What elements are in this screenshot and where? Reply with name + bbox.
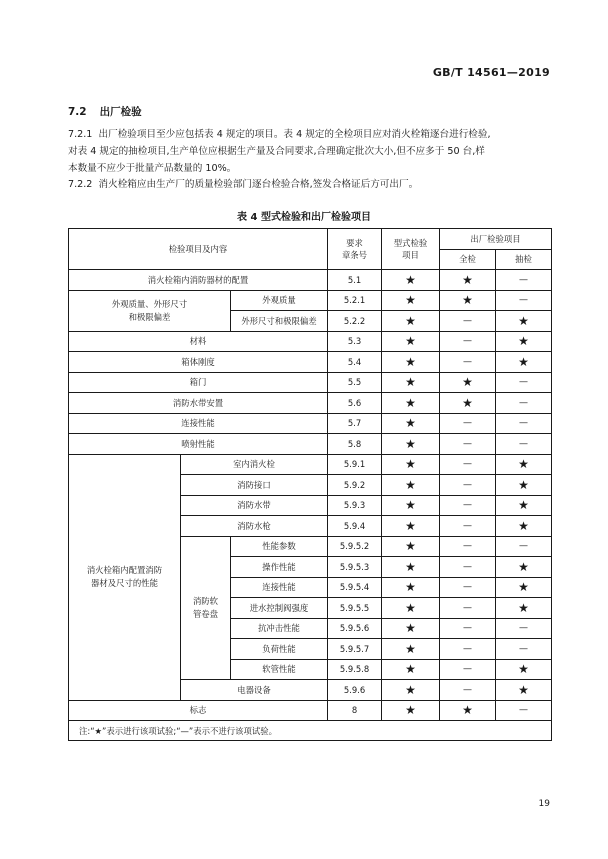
clause-cell: 5.6 (328, 393, 382, 414)
clause-cell: 5.4 (328, 352, 382, 373)
item-name: 抗冲击性能 (231, 618, 328, 639)
clause-cell: 5.9.1 (328, 454, 382, 475)
sample-cell: ★ (496, 516, 552, 537)
full-cell: — (440, 577, 496, 598)
header-item: 检验项目及内容 (69, 229, 328, 270)
clause-cell: 5.9.5.7 (328, 639, 382, 660)
clause-cell: 5.2.1 (328, 290, 382, 311)
group-line: 消防软 (192, 595, 219, 606)
full-cell: — (440, 475, 496, 496)
clause-number: 7.2.2 (68, 179, 93, 190)
item-name: 负荷性能 (231, 639, 328, 660)
clause-cell: 5.9.5.3 (328, 557, 382, 578)
table-row (69, 393, 552, 414)
sample-cell: ★ (496, 475, 552, 496)
header-full: 全检 (440, 249, 496, 270)
item-name: 标志 (69, 700, 328, 721)
sample-cell: — (496, 434, 552, 455)
item-name: 连接性能 (231, 577, 328, 598)
group-line: 消火栓箱内配置消防 (86, 565, 163, 575)
group-equipment-config (69, 454, 181, 700)
paragraph-7-2-1 (68, 126, 550, 177)
type-cell: ★ (382, 352, 440, 373)
clause-cell: 5.9.5.5 (328, 598, 382, 619)
sample-cell: ★ (496, 598, 552, 619)
full-cell: — (440, 536, 496, 557)
group-line: 和极限偏差 (128, 311, 171, 322)
item-name: 软管性能 (231, 659, 328, 680)
table-row (69, 352, 552, 373)
table-header-row (69, 229, 552, 250)
table-caption: 表 4 型式检验和出厂检验项目 (237, 212, 371, 223)
header-clause-line: 章条号 (341, 250, 368, 260)
clause-cell: 5.9.2 (328, 475, 382, 496)
type-cell: ★ (382, 516, 440, 537)
full-cell: — (440, 352, 496, 373)
type-cell: ★ (382, 393, 440, 414)
type-cell: ★ (382, 372, 440, 393)
table-row (69, 372, 552, 393)
table-row (69, 270, 552, 291)
full-cell: — (440, 434, 496, 455)
type-cell: ★ (382, 557, 440, 578)
group-line: 外观质量、外形尺寸 (111, 298, 188, 309)
clause-cell: 5.2.2 (328, 311, 382, 332)
type-cell: ★ (382, 290, 440, 311)
type-cell: ★ (382, 639, 440, 660)
full-cell: — (440, 659, 496, 680)
sample-cell: ★ (496, 577, 552, 598)
sample-cell: ★ (496, 454, 552, 475)
clause-cell: 5.9.5.6 (328, 618, 382, 639)
sample-cell: ★ (496, 659, 552, 680)
type-cell: ★ (382, 577, 440, 598)
item-name: 电器设备 (181, 680, 328, 701)
sample-cell: ★ (496, 352, 552, 373)
section-title: 出厂检验 (99, 106, 142, 118)
type-cell: ★ (382, 598, 440, 619)
item-name: 消火栓箱内消防器材的配置 (69, 270, 328, 291)
full-cell: — (440, 311, 496, 332)
paragraph-line: 出厂检验项目至少应包括表 4 规定的项目。表 4 规定的全检项目应对消火栓箱逐台进行检验, (98, 129, 491, 140)
clause-cell: 5.3 (328, 331, 382, 352)
type-cell: ★ (382, 331, 440, 352)
group-appearance (69, 290, 231, 331)
section-number: 7.2 (68, 106, 87, 118)
full-cell: — (440, 680, 496, 701)
sample-cell: — (496, 618, 552, 639)
clause-cell: 5.8 (328, 434, 382, 455)
item-name: 外形尺寸和极限偏差 (231, 311, 328, 332)
table-row (69, 331, 552, 352)
header-sample: 抽检 (496, 249, 552, 270)
full-cell: — (440, 413, 496, 434)
paragraph-line: 消火栓箱应由生产厂的质量检验部门逐台检验合格,签发合格证后方可出厂。 (98, 179, 419, 190)
full-cell: — (440, 618, 496, 639)
page-number: 19 (538, 799, 550, 809)
clause-cell: 5.5 (328, 372, 382, 393)
table-row (69, 434, 552, 455)
full-cell: ★ (440, 290, 496, 311)
clause-cell: 5.9.4 (328, 516, 382, 537)
item-name: 消防水带 (181, 495, 328, 516)
type-cell: ★ (382, 413, 440, 434)
item-name: 箱体刚度 (69, 352, 328, 373)
clause-cell: 5.1 (328, 270, 382, 291)
type-cell: ★ (382, 659, 440, 680)
table-note: 注:“★”表示进行该项试验;“—”表示不进行该项试验。 (69, 721, 552, 741)
item-name: 进水控制阀强度 (231, 598, 328, 619)
clause-cell: 5.7 (328, 413, 382, 434)
clause-cell: 5.9.5.8 (328, 659, 382, 680)
header-clause-line: 要求 (346, 238, 363, 248)
sample-cell: ★ (496, 495, 552, 516)
sample-cell: — (496, 393, 552, 414)
clause-cell: 5.9.5.2 (328, 536, 382, 557)
item-name: 连接性能 (69, 413, 328, 434)
item-name: 性能参数 (231, 536, 328, 557)
sample-cell: ★ (496, 331, 552, 352)
header-clause (328, 229, 382, 270)
clause-cell: 8 (328, 700, 382, 721)
sample-cell: — (496, 700, 552, 721)
full-cell: — (440, 331, 496, 352)
clause-cell: 5.9.3 (328, 495, 382, 516)
type-cell: ★ (382, 434, 440, 455)
sample-cell: ★ (496, 557, 552, 578)
table-row (69, 700, 552, 721)
header-type-test (382, 229, 440, 270)
sample-cell: — (496, 413, 552, 434)
sample-cell: — (496, 536, 552, 557)
full-cell: ★ (440, 700, 496, 721)
type-cell: ★ (382, 270, 440, 291)
sample-cell: — (496, 639, 552, 660)
full-cell: — (440, 598, 496, 619)
full-cell: — (440, 639, 496, 660)
full-cell: — (440, 454, 496, 475)
item-name: 外观质量 (231, 290, 328, 311)
header-factory: 出厂检验项目 (440, 229, 552, 250)
paragraph-line: 本数量不应少于批量产品数量的 10%。 (68, 163, 237, 174)
table-note-row (69, 721, 552, 741)
table-row (69, 454, 552, 475)
type-cell: ★ (382, 495, 440, 516)
paragraph-7-2-2 (68, 176, 550, 193)
clause-number: 7.2.1 (68, 129, 93, 140)
type-cell: ★ (382, 311, 440, 332)
full-cell: — (440, 495, 496, 516)
full-cell: ★ (440, 270, 496, 291)
item-name: 消防水枪 (181, 516, 328, 537)
type-cell: ★ (382, 700, 440, 721)
full-cell: ★ (440, 372, 496, 393)
sample-cell: ★ (496, 680, 552, 701)
table-row (69, 413, 552, 434)
sample-cell: — (496, 372, 552, 393)
type-cell: ★ (382, 475, 440, 496)
group-hose-reel (181, 536, 231, 680)
item-name: 箱门 (69, 372, 328, 393)
sample-cell: — (496, 290, 552, 311)
type-cell: ★ (382, 536, 440, 557)
header-type-line: 项目 (402, 250, 419, 260)
clause-cell: 5.9.6 (328, 680, 382, 701)
type-cell: ★ (382, 680, 440, 701)
item-name: 消防水带安置 (69, 393, 328, 414)
header-type-line: 型式检验 (393, 238, 428, 248)
full-cell: — (440, 516, 496, 537)
section-heading (68, 104, 142, 119)
clause-cell: 5.9.5.4 (328, 577, 382, 598)
group-line: 管卷盘 (192, 608, 219, 619)
full-cell: — (440, 557, 496, 578)
full-cell: ★ (440, 393, 496, 414)
sample-cell: — (496, 270, 552, 291)
item-name: 操作性能 (231, 557, 328, 578)
item-name: 喷射性能 (69, 434, 328, 455)
type-cell: ★ (382, 618, 440, 639)
item-name: 室内消火栓 (181, 454, 328, 475)
paragraph-line: 对表 4 规定的抽检项目,生产单位应根据生产量及合同要求,合理确定批次大小,但不应多于 50 台,样 (68, 146, 485, 157)
type-cell: ★ (382, 454, 440, 475)
item-name: 消防接口 (181, 475, 328, 496)
inspection-items-table (68, 228, 552, 741)
standard-code: GB/T 14561—2019 (432, 66, 550, 79)
table-row (69, 290, 552, 311)
item-name: 材料 (69, 331, 328, 352)
group-line: 器材及尺寸的性能 (91, 578, 158, 588)
sample-cell: ★ (496, 311, 552, 332)
